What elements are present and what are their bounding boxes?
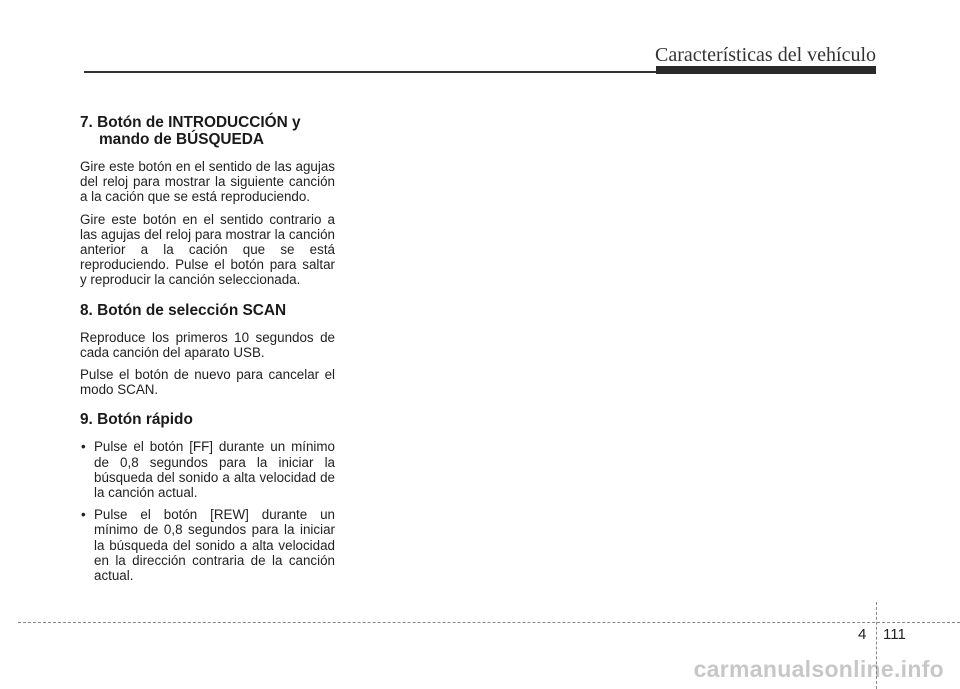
list-item-text: Pulse el botón [FF] durante un mínimo de 0,8 segundos para la iniciar la búsqueda del sonido a alta velocidad de la canción actual.	[94, 439, 335, 501]
section-boton-rapido	[80, 411, 335, 583]
page-header-title: Características del vehículo	[654, 44, 876, 66]
section-introduccion-busqueda	[80, 114, 335, 288]
section-heading	[80, 114, 335, 148]
content-column	[80, 114, 335, 597]
section-heading: 9. Botón rápido	[80, 411, 193, 429]
bullet-list	[80, 439, 335, 583]
bullet-icon: •	[81, 439, 86, 455]
paragraph: Gire este botón en el sentido contrario a las agujas del reloj para mostrar la canción anterior a la cación que se está reproduciendo. Pulse el botón para saltar y reproducir la canción seleccionada.	[80, 211, 335, 288]
page-number: 111	[883, 626, 906, 643]
list-item-text: Pulse el botón [REW] durante un mínimo de 0,8 segundos para la iniciar la búsqueda del sonido a alta velocidad en la dirección contraria de la canción actual.	[94, 507, 335, 584]
header-rule	[84, 71, 660, 73]
list-item	[80, 439, 335, 500]
section-heading: 8. Botón de selección SCAN	[80, 301, 287, 319]
paragraph: Gire este botón en el sentido de las agujas del reloj para mostrar la siguiente canción a la cación que se está reproduciendo.	[80, 159, 335, 205]
footer-rule	[18, 622, 960, 623]
section-heading-line1: 7. Botón de INTRODUCCIÓN y	[80, 114, 301, 131]
section-scan	[80, 302, 335, 398]
chapter-number: 4	[858, 626, 867, 643]
paragraph: Reproduce los primeros 10 segundos de cada canción del aparato USB.	[80, 329, 335, 360]
header-rule-accent	[656, 66, 876, 74]
list-item	[80, 507, 335, 583]
bullet-icon: •	[81, 507, 86, 523]
paragraph: Pulse el botón de nuevo para cancelar el modo SCAN.	[80, 367, 335, 398]
section-heading-line2: mando de BÚSQUEDA	[99, 131, 265, 148]
watermark: carmanualsonline.info	[693, 656, 944, 682]
